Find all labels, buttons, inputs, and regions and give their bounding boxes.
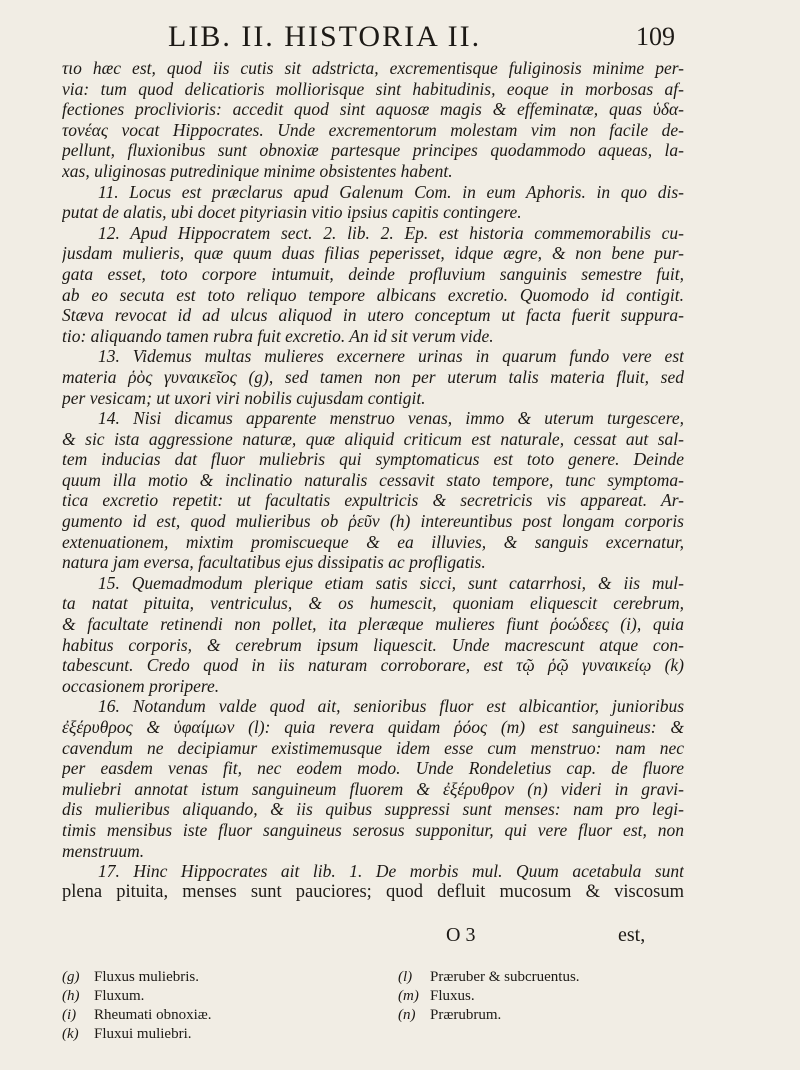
text-line: occasionem proripere. bbox=[62, 675, 220, 696]
text-line: fectiones proclivioris: accedit quod sint aquosæ magis & effeminatæ, quas ὑδα- bbox=[62, 99, 684, 120]
footnote-text: Fluxui muliebri. bbox=[94, 1026, 192, 1042]
text-line: ab eo secuta est toto reliquo tempore albicans excretio. Quomodo id contigit. bbox=[62, 284, 684, 305]
text-line: dis mulieribus aliquando, & iis quibus suppressi sunt menses: nam pro legi- bbox=[62, 799, 684, 820]
text-line: ta natat pituita, ventriculus, & os humescit, quoniam eliquescit cerebrum, bbox=[62, 593, 684, 614]
paragraph-14-start: 14. Nisi dicamus apparente menstruo venas, immo & uterum turgescere, bbox=[98, 408, 684, 429]
footnote-mark: (k) bbox=[62, 1026, 79, 1042]
footnote bbox=[62, 1025, 382, 1044]
footnote-mark: (m) bbox=[398, 988, 419, 1004]
signature-line bbox=[62, 924, 684, 948]
text-line: gata esset, toto corpore intumuit, deinde profluvium sanguinis semestre fuit, bbox=[62, 263, 684, 284]
footnotes-right-column bbox=[398, 968, 718, 1025]
footnote-text: Fluxum. bbox=[94, 988, 145, 1004]
text-line: per easdem venas fit, nec eodem modo. Unde Rondeletius cap. de fluore bbox=[62, 758, 684, 779]
text-line: putat de alatis, ubi docet pityriasin vitio ipsius capitis contingere. bbox=[62, 202, 522, 223]
text-line: pellunt, fluxionibus sunt obnoxiæ partesque principes quodammodo aqueas, la- bbox=[62, 140, 684, 161]
paragraph-12-start: 12. Apud Hippocratem sect. 2. lib. 2. Ep. est historia commemorabilis cu- bbox=[98, 222, 684, 243]
paragraph-16-start: 16. Notandum valde quod ait, senioribus fluor est albicantior, junioribus bbox=[98, 696, 684, 717]
footnote-text: Fluxus muliebris. bbox=[94, 969, 200, 985]
footnote bbox=[62, 987, 382, 1006]
text-line: plena pituita, menses sunt pauciores; quod defluit mucosum & viscosum bbox=[62, 881, 684, 902]
footnote-text: Prærubrum. bbox=[430, 1007, 502, 1023]
footnote-mark: (h) bbox=[62, 988, 80, 1004]
text-line: habitus corporis, & cerebrum ipsum liquescit. Unde macrescunt atque con- bbox=[62, 634, 684, 655]
text-line: materia ῥὸς γυναικεῖος (g), sed tamen non per uterum talis materia fluit, sed bbox=[62, 366, 684, 387]
text-line: per vesicam; ut uxori viri nobilis cujusdam contigit. bbox=[62, 387, 426, 408]
footnote bbox=[62, 968, 382, 987]
footnotes-left-column bbox=[62, 968, 382, 1044]
paragraph-13-start: 13. Videmus multas mulieres excernere urinas in quarum fundo vere est bbox=[98, 346, 684, 367]
footnote-mark: (g) bbox=[62, 969, 80, 985]
text-line: gumento id est, quod mulieribus ob ῥεῦν (h) intereuntibus post longam corporis bbox=[62, 511, 684, 532]
text-line: ἐξέρυθρος & ὑφαίμων (l): quia revera quidam ῥόος (m) est sanguineus: & bbox=[62, 717, 684, 737]
page-number: 109 bbox=[636, 22, 675, 51]
text-line: natura jam eversa, facultatibus ejus dissipatis ac profligatis. bbox=[62, 552, 486, 573]
signature-mark: O 3 bbox=[446, 924, 476, 946]
paragraph-11-start: 11. Locus est præclarus apud Galenum Com. in eum Aphoris. in quo dis- bbox=[98, 181, 684, 202]
text-line: τονέας vocat Hippocrates. Unde excrementorum molestam vim non facile de- bbox=[62, 119, 684, 140]
footnote bbox=[398, 987, 718, 1006]
footnote-mark: (i) bbox=[62, 1007, 77, 1023]
footnote-mark: (l) bbox=[398, 969, 413, 985]
text-line: menstruum. bbox=[62, 840, 145, 861]
text-line: & facultate retinendi non pollet, ita pleræque mulieres fiunt ῥοώδεες (i), quia bbox=[62, 614, 684, 635]
catchword: est, bbox=[618, 924, 646, 946]
running-title: LIB. II. HISTORIA II. bbox=[168, 20, 482, 53]
text-line: jusdam mulieris, quæ quum duas filias peperisset, idque ægre, & non bene pur- bbox=[62, 243, 684, 264]
footnote bbox=[62, 1006, 382, 1025]
text-line: extenuationem, mixtim promiscueque & ea illuvies, & sanguis excernatur, bbox=[62, 531, 684, 552]
footnote-text: Fluxus. bbox=[430, 988, 475, 1004]
footnote-text: Rheumati obnoxiæ. bbox=[94, 1007, 212, 1023]
text-line: xas, uliginosas putredinique minime obsistentes habent. bbox=[62, 160, 453, 181]
footnote-text: Præruber & subcruentus. bbox=[430, 969, 580, 985]
text-line: muliebri annotat istum sanguineum fluorem & ἐξέρυθρον (n) videri in gravi- bbox=[62, 778, 684, 799]
text-line: timis mensibus iste fluor sanguineus serosus supponitur, qui vere fluor est, non bbox=[62, 819, 684, 840]
text-line: quum illa motio & inclinatio naturalis cessavit stato tempore, tunc symptoma- bbox=[62, 469, 684, 490]
text-line: tio: aliquando tamen rubra fuit excretio. An id sit verum vide. bbox=[62, 325, 494, 346]
footnote-mark: (n) bbox=[398, 1007, 416, 1023]
page-header bbox=[0, 18, 800, 54]
text-line: tabescunt. Credo quod in iis naturam corroborare, est τῷ ῥῷ γυναικείῳ (k) bbox=[62, 655, 684, 676]
text-line: via: tum quod delicatioris molliorisque sint habitudinis, eoque in morbosas af- bbox=[62, 78, 684, 99]
body-text bbox=[62, 58, 684, 902]
text-line: cavendum ne decipiamur existimemusque idem esse cum menstruo: nam nec bbox=[62, 737, 684, 758]
text-line: & sic ista aggressione naturæ, quæ aliquid criticum est naturale, cessat aut sal- bbox=[62, 428, 684, 449]
paragraph-15-start: 15. Quemadmodum plerique etiam satis sicci, sunt catarrhosi, & iis mul- bbox=[98, 572, 684, 593]
text-line: τιο hæc est, quod iis cutis sit adstricta, excrementisque fuliginosis minime per- bbox=[62, 58, 684, 78]
paragraph-17-start: 17. Hinc Hippocrates ait lib. 1. De morbis mul. Quum acetabula sunt bbox=[98, 861, 684, 882]
footnote bbox=[398, 1006, 718, 1025]
text-line: Stæva revocat id ad ulcus aliquod in utero conceptum ut facta fuerit suppura- bbox=[62, 305, 684, 326]
text-line: tica excretio repetit: ut facultatis expultricis & secretricis vis appareat. Ar- bbox=[62, 490, 684, 511]
text-line: tem inducias dat fluor muliebris qui symptomaticus est toto genere. Deinde bbox=[62, 449, 684, 470]
footnote bbox=[398, 968, 718, 987]
